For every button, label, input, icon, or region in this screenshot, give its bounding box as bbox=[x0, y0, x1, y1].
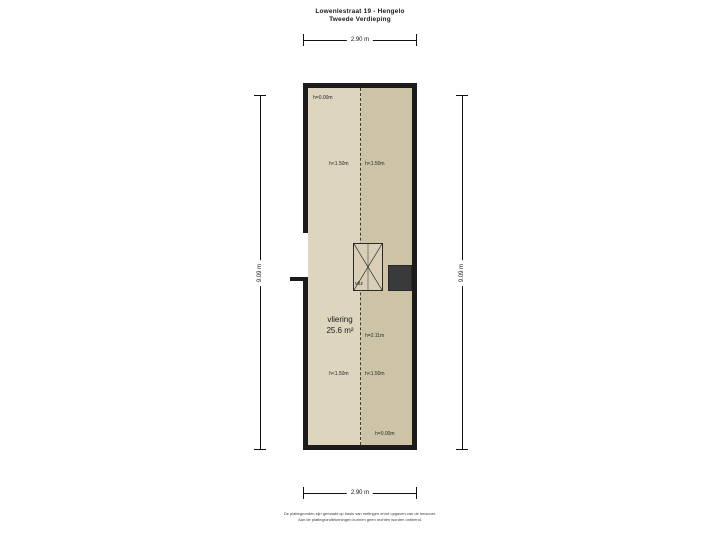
dimension-top-label: 2.90 m bbox=[347, 34, 373, 46]
disclaimer-line-1: De plattegronden zijn gemaakt op basis van metingen en/of opgaven van de bewoner. bbox=[283, 511, 437, 516]
interior-wall-stub bbox=[290, 277, 308, 281]
dimension-right-label: 9.09 m bbox=[459, 259, 465, 285]
dimension-bottom bbox=[303, 487, 417, 499]
dimension-left-label: 9.09 m bbox=[257, 259, 263, 285]
wall-opening bbox=[303, 233, 308, 281]
height-note: h<1.50m bbox=[329, 161, 349, 167]
height-note: h=0.00m bbox=[313, 95, 333, 101]
dimension-tick-start bbox=[303, 34, 304, 46]
dimension-bottom-label: 2.90 m bbox=[347, 487, 373, 499]
height-note: h<1.50m bbox=[329, 371, 349, 377]
room-area: 25.6 m² bbox=[326, 326, 354, 335]
disclaimer bbox=[0, 511, 720, 523]
dimension-tick-end bbox=[416, 487, 417, 499]
room-name: vliering bbox=[327, 315, 353, 324]
dimension-left bbox=[254, 95, 266, 450]
dimension-tick-start bbox=[254, 95, 266, 96]
dimension-tick-start bbox=[456, 95, 468, 96]
dimension-tick-start bbox=[303, 487, 304, 499]
dimension-tick-end bbox=[456, 449, 468, 450]
dimension-right bbox=[456, 95, 468, 450]
stair-label: vliz bbox=[355, 281, 363, 287]
dimension-tick-end bbox=[416, 34, 417, 46]
room-label bbox=[311, 315, 369, 335]
height-note: h<1.50m bbox=[365, 161, 385, 167]
height-note: h=2.11m bbox=[365, 333, 385, 339]
page-title bbox=[0, 8, 720, 24]
height-note: h=0.00m bbox=[375, 431, 395, 437]
dimension-tick-end bbox=[254, 449, 266, 450]
height-note: h<1.50m bbox=[365, 371, 385, 377]
title-floor: Tweede Verdieping bbox=[329, 16, 391, 24]
title-address: Lowenlestraat 19 - Hengelo bbox=[315, 8, 405, 15]
disclaimer-line-2: Aan de plattegrondtekeningen kunnen geen rechten worden ontleend. bbox=[298, 517, 422, 522]
floorplan-drawing bbox=[303, 83, 417, 450]
dimension-top bbox=[303, 34, 417, 46]
shaft-block bbox=[388, 265, 412, 291]
